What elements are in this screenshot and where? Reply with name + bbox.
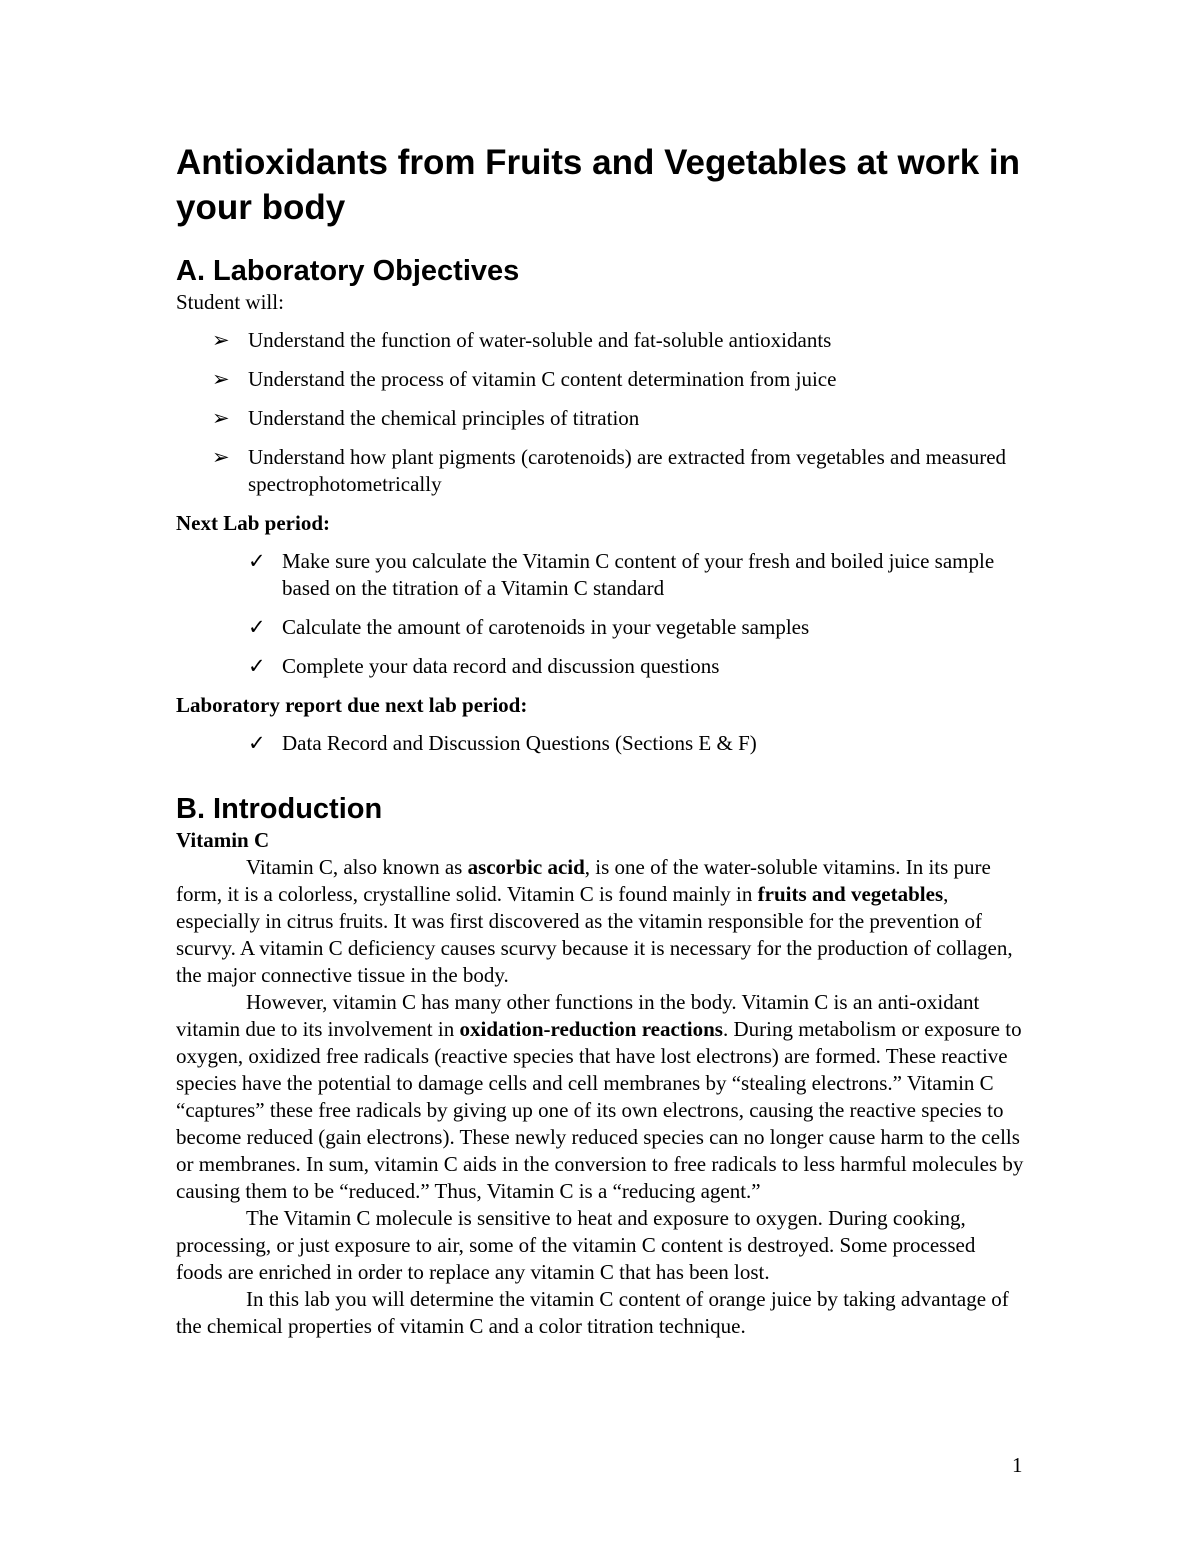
list-item	[176, 614, 1026, 641]
next-lab-label: Next Lab period:	[176, 511, 330, 535]
next-lab-list	[176, 548, 1026, 680]
next-lab-text: Make sure you calculate the Vitamin C content of your fresh and boiled juice sample based on the titration of a Vitamin C standard	[282, 549, 995, 600]
next-lab-text: Calculate the amount of carotenoids in your vegetable samples	[282, 615, 810, 639]
page-content	[176, 140, 1026, 1340]
objective-text: Understand how plant pigments (carotenoids) are extracted from vegetables and measured spectrophotometrically	[248, 445, 1007, 496]
page-number: 1	[1012, 1453, 1023, 1477]
section-a-heading: A. Laboratory Objectives	[176, 255, 520, 287]
report-text: Data Record and Discussion Questions (Sections E & F)	[282, 731, 757, 755]
list-item	[176, 653, 1026, 680]
document-title: Antioxidants from Fruits and Vegetables at work in your body	[176, 143, 1021, 227]
intro-paragraph-4: In this lab you will determine the vitamin C content of orange juice by taking advantage of the chemical properties of vitamin C and a color titration technique.	[176, 1287, 1009, 1338]
section-b-heading: B. Introduction	[176, 793, 383, 825]
text-run: , is one of the water-soluble vitamins. In its pure form, it is a colorless, crystalline solid. Vitamin C is found mainly in	[176, 855, 991, 906]
list-item	[176, 444, 1026, 498]
list-item	[176, 366, 1026, 393]
arrow-bullet-icon: ➢	[212, 445, 230, 469]
list-item	[176, 730, 1026, 757]
text-run: , especially in citrus fruits. It was first discovered as the vitamin responsible for the prevention of scurvy. A vitamin C deficiency causes scurvy because it is necessary for the production of collagen, the major connective tissue in the body.	[176, 882, 1013, 987]
intro-paragraph-3: The Vitamin C molecule is sensitive to heat and exposure to oxygen. During cooking, processing, or just exposure to air, some of the vitamin C content is destroyed. Some processed foods are enriched in order to replace any vitamin C that has been lost.	[176, 1206, 976, 1284]
bold-term: oxidation-reduction reactions	[459, 1017, 723, 1041]
arrow-bullet-icon: ➢	[212, 328, 230, 352]
list-item	[176, 548, 1026, 602]
text-run: Vitamin C, also known as	[246, 855, 468, 879]
bold-term: fruits and vegetables	[757, 882, 944, 906]
objective-text: Understand the process of vitamin C content determination from juice	[248, 367, 837, 391]
objectives-intro: Student will:	[176, 290, 284, 314]
list-item	[176, 405, 1026, 432]
check-mark-icon: ✓	[248, 615, 266, 639]
intro-paragraph-2	[176, 989, 1026, 1205]
objectives-list	[176, 327, 1026, 498]
intro-paragraph-1	[176, 854, 1026, 989]
list-item	[176, 327, 1026, 354]
vitamin-c-subheading: Vitamin C	[176, 828, 270, 852]
objective-text: Understand the chemical principles of titration	[248, 406, 640, 430]
report-due-label: Laboratory report due next lab period:	[176, 693, 528, 717]
objective-text: Understand the function of water-soluble and fat-soluble antioxidants	[248, 328, 832, 352]
check-mark-icon: ✓	[248, 731, 266, 755]
check-mark-icon: ✓	[248, 654, 266, 678]
text-run: . During metabolism or exposure to oxygen, oxidized free radicals (reactive species that have lost electrons) are formed. These reactive species have the potential to damage cells and cell membranes by “stealing electrons.” Vitamin C “captures” these free radicals by giving up one of its own electrons, causing the reactive species to become reduced (gain electrons). These newly reduced species can no longer cause harm to the cells or membranes. In sum, vitamin C aids in the conversion to free radicals to less harmful molecules by causing them to be “reduced.” Thus, Vitamin C is a “reducing agent.”	[176, 1017, 1024, 1203]
arrow-bullet-icon: ➢	[212, 406, 230, 430]
check-mark-icon: ✓	[248, 549, 266, 573]
text-run: However, vitamin C has many other functions in the body. Vitamin C is an anti-oxidant vitamin due to its involvement in	[176, 990, 980, 1041]
bold-term: ascorbic acid	[467, 855, 585, 879]
arrow-bullet-icon: ➢	[212, 367, 230, 391]
report-list	[176, 730, 1026, 757]
next-lab-text: Complete your data record and discussion questions	[282, 654, 720, 678]
